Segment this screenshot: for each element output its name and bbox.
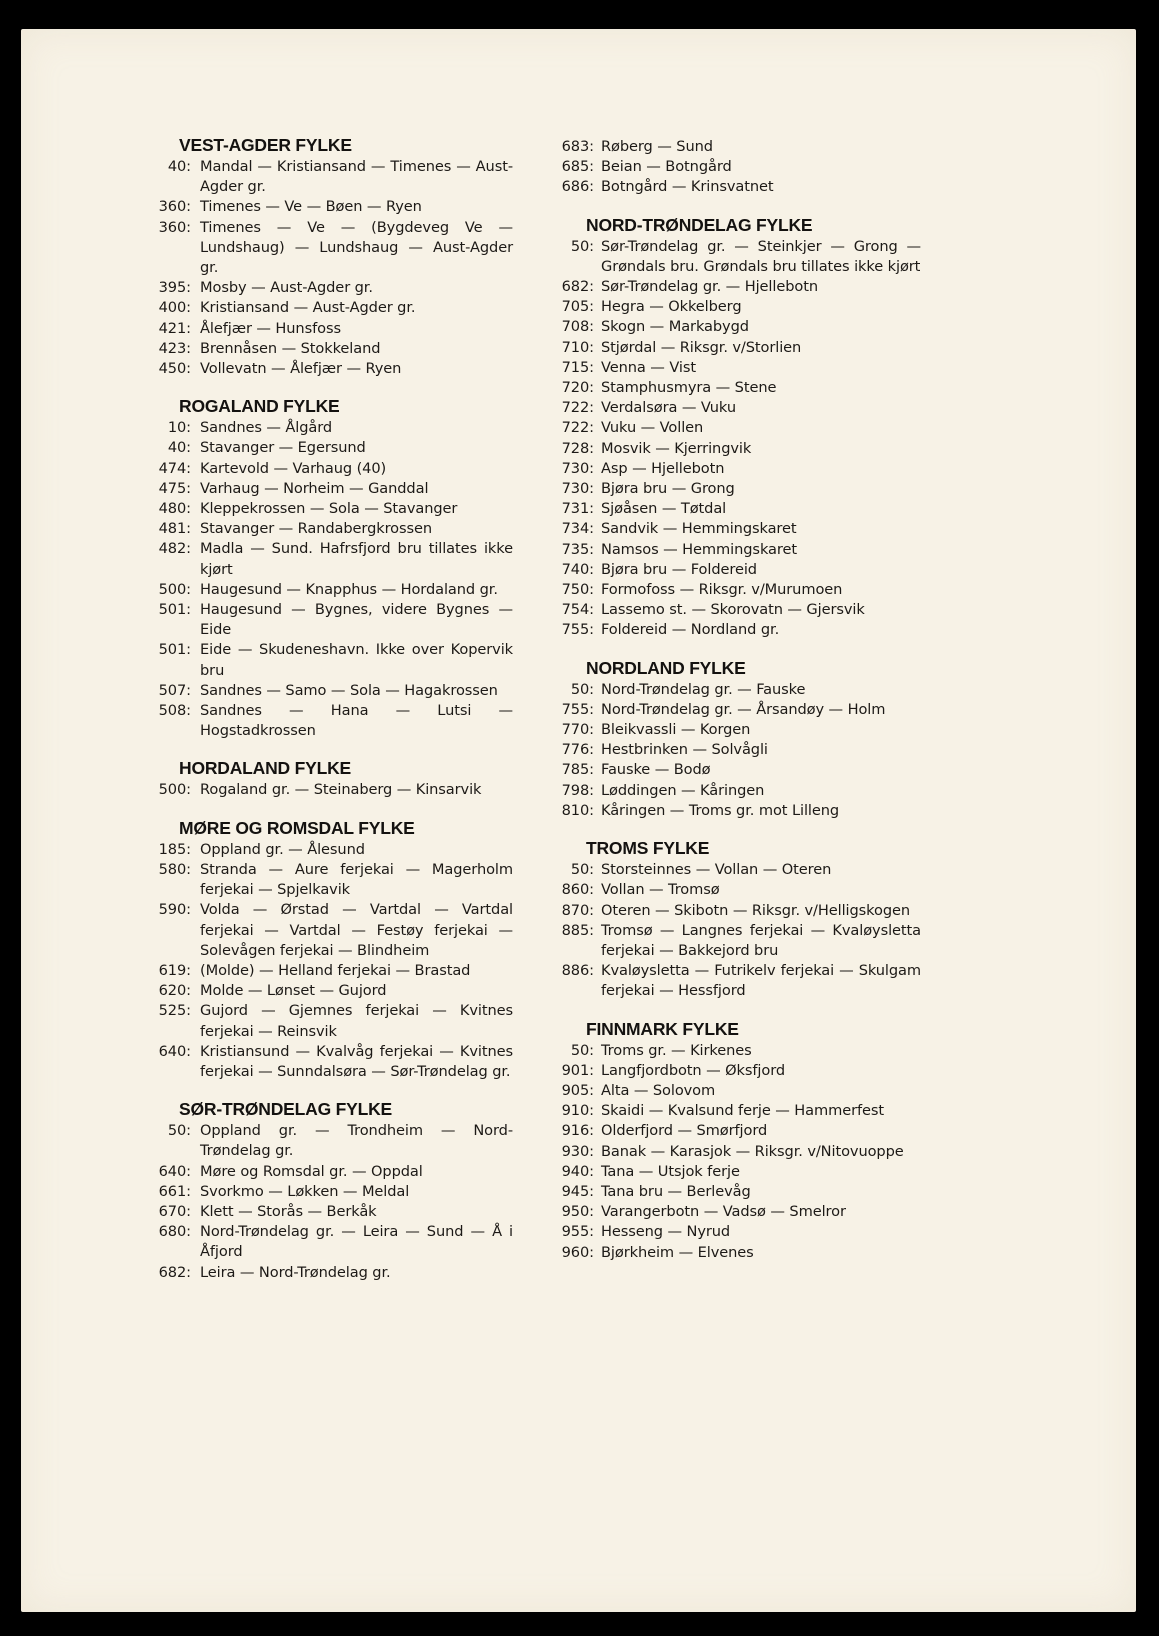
route-entry [158,981,513,1001]
route-description: Kvaløysletta — Futrikelv ferjekai — Skulgam ferjekai — Hessfjord [601,962,921,1000]
route-entry [570,237,921,277]
route-entry [561,418,921,438]
route-list [158,157,513,379]
route-description: Venna — Vist [601,358,696,376]
route-description: Bjørkheim — Elvenes [601,1243,754,1261]
route-number: 423: [158,339,191,357]
route-entry [158,1263,513,1283]
route-description: Timenes — Ve — Bøen — Ryen [200,198,422,216]
route-number: 810: [561,801,594,819]
route-description: Gujord — Gjemnes ferjekai — Kvitnes ferjekai — Reinsvik [200,1002,513,1040]
route-number: 785: [561,761,594,779]
route-description: Vollevatn — Ålefjær — Ryen [200,360,402,378]
county-section [158,1098,513,1283]
route-number: 501: [158,641,191,659]
route-description: Kristiansund — Kvalvåg ferjekai — Kvitnes ferjekai — Sunndalsøra — Sør-Trøndelag gr. [200,1042,513,1080]
route-entry [561,157,921,177]
route-number: 685: [561,158,594,176]
route-number: 682: [158,1263,191,1281]
route-number: 50: [570,237,594,255]
route-entry [158,218,513,279]
route-number: 661: [158,1182,191,1200]
route-description: Sandnes — Samo — Sola — Hagakrossen [200,681,498,699]
county-heading: HORDALAND FYLKE [179,758,351,779]
route-description: (Molde) — Helland ferjekai — Brastad [200,961,471,979]
county-heading: FINNMARK FYLKE [586,1018,739,1039]
route-entry [561,560,921,580]
route-entry [158,600,513,640]
route-entry [158,539,513,579]
route-description: Hestbrinken — Solvågli [601,741,768,759]
route-description: Mosvik — Kjerringvik [601,439,752,457]
route-description: Klett — Storås — Berkåk [200,1202,377,1220]
route-entry [158,278,513,298]
route-description: Formofoss — Riksgr. v/Murumoen [601,581,843,599]
route-entry [561,1182,921,1202]
county-section [561,837,921,1001]
route-number: 40: [167,439,191,457]
route-description: Varangerbotn — Vadsø — Smelror [601,1203,846,1221]
route-number: 740: [561,560,594,578]
route-description: Stamphusmyra — Stene [601,379,777,397]
route-number: 901: [561,1061,594,1079]
route-description: Varhaug — Norheim — Ganddal [200,479,429,497]
route-description: Sandnes — Ålgård [200,419,333,437]
route-entry [561,317,921,337]
route-entry [561,1142,921,1162]
route-description: Foldereid — Nordland gr. [601,621,780,639]
route-number: 360: [158,218,191,236]
route-entry [561,479,921,499]
route-number: 715: [561,358,594,376]
route-description: Verdalsøra — Vuku [601,399,736,417]
county-heading: ROGALAND FYLKE [179,396,340,417]
route-entry [561,459,921,479]
route-entry [561,760,921,780]
route-entry [158,1202,513,1222]
route-number: 916: [561,1122,594,1140]
route-entry [158,1162,513,1182]
route-description: Møre og Romsdal gr. — Oppdal [200,1162,423,1180]
route-number: 450: [158,360,191,378]
county-heading: SØR-TRØNDELAG FYLKE [179,1099,393,1120]
route-number: 755: [561,621,594,639]
route-description: Stavanger — Randabergkrossen [200,520,433,538]
route-number: 683: [561,138,594,155]
route-description: Løddingen — Kåringen [601,781,765,799]
route-list [561,1041,921,1263]
route-number: 50: [570,861,594,879]
route-number: 500: [158,781,191,799]
route-description: Kristiansand — Aust-Agder gr. [200,299,416,317]
route-description: Mandal — Kristiansand — Timenes — Aust-Agder gr. [200,158,513,196]
route-entry [561,1101,921,1121]
route-number: 798: [561,781,594,799]
route-entry [158,640,513,680]
county-heading: TROMS FYLKE [586,838,710,859]
route-description: Vuku — Vollen [601,419,704,437]
route-entry [561,1061,921,1081]
route-entry [158,339,513,359]
route-entry [561,499,921,519]
route-number: 590: [158,901,191,919]
route-entry [158,681,513,701]
route-entry [158,197,513,217]
county-section [158,757,513,800]
route-entry [167,157,513,197]
route-number: 710: [561,338,594,356]
route-number: 50: [570,680,594,698]
route-number: 400: [158,299,191,317]
route-description: Nord-Trøndelag gr. — Leira — Sund — Å i Åfjord [200,1223,513,1261]
route-number: 421: [158,319,191,337]
route-entry [158,1222,513,1262]
route-description: Hesseng — Nyrud [601,1223,731,1241]
route-entry [561,580,921,600]
route-entry [561,177,921,197]
route-entry [561,1222,921,1242]
route-description: Svorkmo — Løkken — Meldal [200,1182,410,1200]
route-entry [561,921,921,961]
route-description: Lassemo st. — Skorovatn — Gjersvik [601,601,865,619]
route-description: Troms gr. — Kirkenes [601,1041,752,1059]
route-description: Beian — Botngård [601,158,732,176]
route-entry [561,1162,921,1182]
route-number: 735: [561,540,594,558]
route-number: 870: [561,901,594,919]
county-heading: NORD-TRØNDELAG FYLKE [586,214,813,235]
county-section [158,134,513,379]
route-number: 734: [561,520,594,538]
route-entry [561,540,921,560]
route-description: Brennåsen — Stokkeland [200,339,381,357]
route-number: 640: [158,1162,191,1180]
route-entry [158,860,513,900]
route-number: 910: [561,1102,594,1120]
route-entry [561,1202,921,1222]
route-entry [158,780,513,800]
route-number: 482: [158,540,191,558]
route-number: 755: [561,700,594,718]
route-number: 475: [158,479,191,497]
route-number: 670: [158,1202,191,1220]
route-number: 930: [561,1142,594,1160]
route-number: 50: [167,1122,191,1140]
route-entry [158,701,513,741]
route-entry [167,438,513,458]
route-description: Sandnes — Hana — Lutsi — Hogstadkrossen [200,702,513,740]
route-description: Bleikvassli — Korgen [601,721,751,739]
route-list [158,840,513,1082]
county-heading: MØRE OG ROMSDAL FYLKE [179,817,415,838]
route-entry [561,740,921,760]
route-list [158,418,513,741]
route-number: 640: [158,1042,191,1060]
route-number: 360: [158,198,191,216]
route-description: Madla — Sund. Hafrsfjord bru tillates ikke kjørt [200,540,513,578]
route-description: Skaidi — Kvalsund ferje — Hammerfest [601,1102,885,1120]
continued-routes [561,137,921,198]
route-entry [561,600,921,620]
route-number: 705: [561,298,594,316]
route-description: Storsteinnes — Vollan — Oteren [601,861,832,879]
route-entry [158,479,513,499]
county-heading: VEST-AGDER FYLKE [179,135,352,155]
route-entry [561,620,921,640]
route-description: Sandvik — Hemmingskaret [601,520,797,538]
route-entry [561,439,921,459]
route-number: 770: [561,721,594,739]
route-list [158,1121,513,1283]
route-entry [561,519,921,539]
route-description: Oppland gr. — Trondheim — Nord-Trøndelag gr. [200,1122,513,1160]
route-entry [158,359,513,379]
route-entry [158,298,513,318]
route-description: Langfjordbotn — Øksfjord [601,1061,786,1079]
route-description: Volda — Ørstad — Vartdal — Vartdal ferjekai — Vartdal — Festøy ferjekai — Solevågen ferjekai — Blindheim [200,901,513,959]
route-number: 686: [561,178,594,196]
route-entry [561,1121,921,1141]
route-description: Banak — Karasjok — Riksgr. v/Nitovuoppe [601,1142,904,1160]
route-list [158,780,513,800]
route-number: 507: [158,681,191,699]
route-entry [158,1182,513,1202]
route-number: 940: [561,1162,594,1180]
route-entry [561,378,921,398]
route-description: Namsos — Hemmingskaret [601,540,797,558]
route-number: 885: [561,921,594,939]
route-description: Haugesund — Bygnes, videre Bygnes — Eide [200,601,513,639]
route-entry [158,580,513,600]
route-description: Oteren — Skibotn — Riksgr. v/Helligskogen [601,901,911,919]
document-page [21,29,1136,1612]
route-entry [158,1001,513,1041]
route-description: Ålefjær — Hunsfoss [200,319,341,337]
route-description: Leira — Nord-Trøndelag gr. [200,1263,391,1281]
route-description: Molde — Lønset — Gujord [200,982,387,1000]
route-number: 40: [167,158,191,175]
route-description: Rogaland gr. — Steinaberg — Kinsarvik [200,781,482,799]
route-entry [561,398,921,418]
route-entry [570,680,921,700]
route-entry [158,499,513,519]
route-number: 960: [561,1243,594,1261]
route-entry [158,961,513,981]
route-number: 731: [561,500,594,518]
route-number: 474: [158,459,191,477]
route-entry [561,720,921,740]
route-description: Stavanger — Egersund [200,439,366,457]
route-number: 501: [158,601,191,619]
route-description: Nord-Trøndelag gr. — Fauske [601,680,806,698]
route-entry [561,961,921,1001]
route-description: Oppland gr. — Ålesund [200,840,365,858]
route-number: 754: [561,601,594,619]
route-description: Stjørdal — Riksgr. v/Storlien [601,338,802,356]
route-number: 680: [158,1223,191,1241]
route-number: 750: [561,581,594,599]
route-list [561,237,921,641]
county-section [561,657,921,821]
county-section [561,214,921,641]
route-number: 722: [561,399,594,417]
route-description: Sjøåsen — Tøtdal [601,500,727,518]
route-number: 945: [561,1182,594,1200]
route-description: Stranda — Aure ferjekai — Magerholm ferjekai — Spjelkavik [200,860,513,899]
left-column [158,134,513,1299]
route-entry [570,860,921,880]
route-number: 886: [561,962,594,980]
route-entry [561,901,921,921]
route-description: Mosby — Aust-Agder gr. [200,279,373,297]
route-number: 395: [158,279,191,297]
route-number: 50: [570,1041,594,1059]
county-section [561,1018,921,1263]
route-description: Nord-Trøndelag gr. — Årsandøy — Holm [601,700,886,718]
route-number: 619: [158,961,191,979]
route-list [561,680,921,821]
route-entry [561,297,921,317]
route-list [561,860,921,1001]
route-entry [561,277,921,297]
route-entry [158,900,513,961]
route-entry [561,1081,921,1101]
route-description: Vollan — Tromsø [601,881,720,899]
route-number: 508: [158,702,191,720]
route-entry [158,319,513,339]
route-entry [561,1243,921,1263]
route-description: Hegra — Okkelberg [601,298,742,316]
route-entry [158,840,513,860]
route-entry [158,519,513,539]
route-entry [561,358,921,378]
county-section [158,817,513,1082]
route-entry [561,781,921,801]
route-entry [561,700,921,720]
county-section [158,395,513,741]
route-description: Kåringen — Troms gr. mot Lilleng [601,801,840,819]
route-description: Tana bru — Berlevåg [601,1182,751,1200]
route-number: 480: [158,500,191,518]
route-description: Skogn — Markabygd [601,318,749,336]
route-number: 720: [561,379,594,397]
route-description: Botngård — Krinsvatnet [601,178,774,196]
route-number: 728: [561,439,594,457]
route-number: 500: [158,580,191,598]
route-description: Haugesund — Knapphus — Hordaland gr. [200,580,498,598]
route-description: Olderfjord — Smørfjord [601,1122,768,1140]
route-entry [158,459,513,479]
route-entry [561,137,921,157]
route-number: 776: [561,741,594,759]
route-description: Bjøra bru — Foldereid [601,560,757,578]
route-description: Eide — Skudeneshavn. Ikke over Kopervik bru [200,641,513,679]
route-number: 730: [561,480,594,498]
route-description: Tromsø — Langnes ferjekai — Kvaløysletta ferjekai — Bakkejord bru [601,921,921,959]
route-entry [167,418,513,438]
right-column [561,137,921,1279]
route-number: 950: [561,1203,594,1221]
route-number: 525: [158,1002,191,1020]
route-number: 860: [561,881,594,899]
route-number: 955: [561,1223,594,1241]
route-description: Tana — Utsjok ferje [601,1162,740,1180]
route-entry [167,1121,513,1161]
route-entry [561,338,921,358]
route-number: 185: [158,840,191,858]
route-description: Bjøra bru — Grong [601,480,735,498]
route-number: 722: [561,419,594,437]
route-number: 580: [158,860,191,878]
route-description: Timenes — Ve — (Bygdeveg Ve — Lundshaug) — Lundshaug — Aust-Agder gr. [200,218,513,277]
route-description: Fauske — Bodø [601,761,711,779]
route-description: Kleppekrossen — Sola — Stavanger [200,500,458,518]
route-entry [158,1042,513,1082]
route-number: 481: [158,520,191,538]
county-heading: NORDLAND FYLKE [586,657,746,678]
route-description: Kartevold — Varhaug (40) [200,459,387,477]
route-number: 905: [561,1081,594,1099]
route-description: Asp — Hjellebotn [601,459,725,477]
route-entry [561,880,921,900]
route-description: Sør-Trøndelag gr. — Hjellebotn [601,278,818,296]
route-number: 10: [167,419,191,437]
route-description: Røberg — Sund [601,138,713,155]
route-entry [561,801,921,821]
route-number: 620: [158,982,191,1000]
route-number: 708: [561,318,594,336]
route-entry [570,1041,921,1061]
route-number: 682: [561,278,594,296]
route-number: 730: [561,459,594,477]
route-description: Alta — Solovom [601,1081,716,1099]
route-description: Sør-Trøndelag gr. — Steinkjer — Grong — Grøndals bru. Grøndals bru tillates ikke kjørt [601,237,921,275]
